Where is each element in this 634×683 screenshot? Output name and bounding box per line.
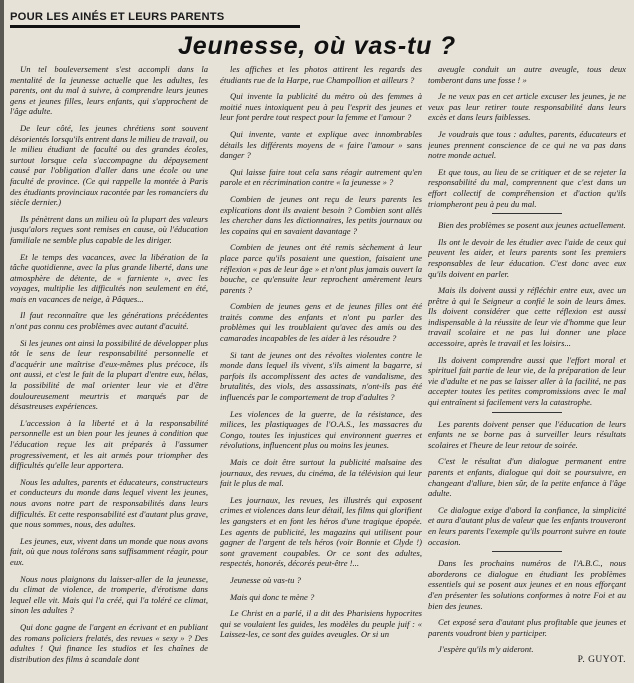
paragraph: Ils pénètrent dans un milieu où la plupart des valeurs jusqu'alors reçues sont remises en cause, où l'éducation familiale ne semble plus capable de les diriger. (10, 213, 208, 245)
paragraph: Et que tous, au lieu de se critiquer et de se rejeter la responsabilité du mal, comprennent que c'est dans un effort collectif de compréhension et d'action qu'ils triompheront peu à peu du mal. (428, 166, 626, 209)
paragraph: Les jeunes, eux, vivent dans un monde que nous avons fait, où que nous tolérons sans suffisamment réagir, pour eux. (10, 535, 208, 567)
paragraph: aveugle conduit un autre aveugle, tous deux tomberont dans une fosse ! » (428, 64, 626, 85)
paragraph: Ils ont le devoir de les étudier avec l'aide de ceux qui peuvent les aider, et leurs parents sont les premiers responsables de leur éducation. C'est donc avec eux qu'ils doivent en parler. (428, 236, 626, 279)
paragraph: Combien de jeunes ont reçu de leurs parents les explications dont ils avaient besoin ? Combien sont allés les chercher dans les dictionnaires, les petits journaux ou les copains qui en savaient davantage ? (220, 193, 422, 236)
paragraph: Mais ils doivent aussi y réfléchir entre eux, avec un prêtre à qui le Seigneur a confié le soin de leurs âmes. Ils doivent considérer que cette réflexion est aussi indispensable à la réussite de leur vie d'homme que leur travail scolaire et ne pas lui donner une place accessoire, après le travail et les loisirs... (428, 285, 626, 349)
section-header-label: POUR LES AINÉS ET LEURS PARENTS (10, 11, 225, 23)
paragraph: J'espère qu'ils m'y aideront. (438, 644, 534, 655)
paragraph: Le Christ en a parlé, il a dit des Pharisiens hypocrites qui se voulaient les guides, les modèles du peuple juif : « Laissez-les, ce sont des guides aveugles. Or si un (220, 608, 422, 640)
paragraph: Ils doivent comprendre aussi que l'effort moral et spirituel fait partie de leur vie, de la préparation de leur vie d'adulte et ne pas se laisser aller à la facilité, ne pas accepter toutes les petites compromissions avec le mal qui entraînent si facilement vers la catastrophe. (428, 354, 626, 408)
paragraph: Qui donc gagne de l'argent en écrivant et en publiant des romans policiers frelatés, des revues « sexy » ? Des adultes ! Qui finance les studios et les chaînes de distribution des films à scandale dont (10, 621, 208, 664)
paragraph: L'accession à la liberté et à la responsabilité personnelle est un bien pour les jeunes à condition que l'éducation reçue les ait préparés à l'assumer progressivement, et les ait armés pour triompher des difficultés qu'elle leur apportera. (10, 417, 208, 471)
paragraph: Si tant de jeunes ont des révoltes violentes contre le monde dans lequel ils vivent, s'ils aiment la bagarre, si parfois ils accomplissent des actes de vandalisme, des brutalités, des viols, des assassinats, n'ont-ils pas été influencés par le comportement de trop d'adultes ? (220, 349, 422, 403)
section-divider (492, 213, 562, 214)
paragraph: les affiches et les photos attirent les regards des étudiants rue de la Harpe, rue Champollion et ailleurs ? (220, 64, 422, 85)
paragraph: Mais qui donc te mène ? (230, 591, 315, 602)
paragraph: Combien de jeunes ont été remis sèchement à leur place parce qu'ils posaient une question, faisaient une réflexion « pas de leur âge » et n'ont plus jamais ouvert la bouche, ce qu'ensuite leur reprochent amèrement leurs parents ? (220, 242, 422, 295)
paragraph: Nous les adultes, parents et éducateurs, constructeurs et conducteurs du monde dans lequel vivent les jeunes, nous avons notre part de responsabilités dans leurs difficultés. Et cette responsabilité est d'autant plus grave, que nous sommes, nous, des adultes. (10, 476, 208, 530)
page-spine-shadow (0, 0, 4, 683)
paragraph: C'est le résultat d'un dialogue permanent entre parents et enfants, dialogue qui doit se poursuivre, en changeant d'allure, bien sûr, de la petite enfance à l'âge adulte. (428, 456, 626, 499)
paragraph: Combien de jeunes gens et de jeunes filles ont été traités comme des enfants et n'ont pu parler des problèmes qui les troublaient qu'avec des amis ou des camarades incapables de les aider à les résoudre ? (220, 301, 422, 344)
paragraph: Si les jeunes ont ainsi la possibilité de développer plus tôt le sens de leur responsabilité personnelle et d'acquérir une maîtrise d'eux-mêmes plus précoce, ils ont aussi, et c'est le fait de la plupart d'entre eux, hélas, la possibilité de mal orienter leur vie et d'être douloureusement meurtris et marqués par de désastreuses expériences. (10, 337, 208, 412)
author-signature: P. GUYOT. (577, 654, 626, 665)
article-column-3 (428, 64, 626, 674)
paragraph: Nous nous plaignons du laisser-aller de la jeunesse, du climat de violence, de tromperie, d'érotisme dans lequel elle vit. Mais qui l'a créé, qui l'a toléré ce climat, sinon les adultes ? (10, 573, 208, 616)
paragraph: Ce dialogue exige d'abord la confiance, la simplicité et aura d'autant plus de valeur que les enfants trouveront en leurs parents l'exemple qu'ils pourront suivre en toute occasion. (428, 504, 626, 547)
paragraph: Il faut reconnaître que les générations précédentes n'ont pas connu ces problèmes avec autant d'acuité. (10, 310, 208, 332)
paragraph: Les parents doivent penser que l'éducation de leurs enfants ne se borne pas à surveiller leurs résultats scolaires et l'heure de leur retour de soirée. (428, 418, 626, 450)
paragraph: Qui laisse faire tout cela sans réagir autrement qu'en parole et en récrimination contre « la jeunesse » ? (220, 166, 422, 188)
article-column-2 (220, 64, 422, 674)
column-3-block-1 (428, 64, 626, 209)
paragraph: Bien des problèmes se posent aux jeunes actuellement. (438, 220, 626, 231)
column-3-block-4 (428, 558, 626, 655)
paragraph: Qui invente, vante et explique avec innombrables détails les différents moyens de « faire l'amour » sans danger ? (220, 128, 422, 161)
paragraph: Je ne veux pas en cet article excuser les jeunes, je ne veux pas leur retirer toute responsabilité dans leurs excès et dans leurs faiblesses. (428, 91, 626, 123)
section-divider (492, 412, 562, 413)
paragraph: Mais ce doit être surtout la publicité malsaine des journaux, des revues, du cinéma, de la télévision qui leur fait le plus de mal. (220, 457, 422, 489)
article-column-1 (10, 64, 208, 674)
section-divider (492, 551, 562, 552)
paragraph: Jeunesse où vas-tu ? (230, 574, 301, 585)
paragraph: Je voudrais que tous : adultes, parents, éducateurs et jeunes prennent conscience de ce qui ne va pas dans notre monde actuel. (428, 128, 626, 161)
paragraph: Cet exposé sera d'autant plus profitable que jeunes et parents voudront bien y participer. (428, 617, 626, 638)
paragraph: Les violences de la guerre, de la résistance, des milices, les plastiquages de l'O.A.S., les massacres du Congo, toutes les injustices qui environnent guerres et révolutions, influencent plus ou moins les jeunes. (220, 408, 422, 451)
paragraph: Qui invente la publicité du métro où des femmes à moitié nues intoxiquent peu à peu l'esprit des jeunes et leur font perdre tout respect pour la femme et l'amour ? (220, 91, 422, 123)
section-header (10, 11, 300, 28)
paragraph: Les journaux, les revues, les illustrés qui exposent crimes et violences dans leur détail, les films qui glorifient les gangsters et en font les héros d'une tragique épopée. Les agents de publicité, les magazins qui utilisent pour gagner de l'argent de tels héros (voir Bonnie et Clyde !) sont gravement coupables. Or ce sont des adultes, respectés, honorés, décorés peut-être !... (220, 494, 422, 569)
column-3-block-3 (428, 419, 626, 548)
article-title: Jeunesse, où vas-tu ? (178, 32, 456, 60)
paragraph: Et le temps des vacances, avec la libération de la tâche quotidienne, avec la plus grande liberté, dans une atmosphère de détente, de « farniente », avec les voyages, multiplie les difficultés non seulement en été, mais en vacances de neige, à Pâques... (10, 251, 208, 304)
column-3-block-2 (428, 220, 626, 408)
paragraph: Un tel bouleversement s'est accompli dans la mentalité de la jeunesse actuelle que les adultes, les parents, ont du mal à suivre, à comprendre leurs jeunes gens et jeunes filles, leurs enfants, qui s'approchent de l'âge adulte. (10, 64, 208, 117)
paragraph: Dans les prochains numéros de l'A.B.C., nous aborderons ce dialogue en étudiant les problèmes essentiels qui se posent aux jeunes et en nous efforçant d'en présenter les solutions conformes à notre Foi et au bien des jeunes. (428, 558, 626, 611)
paragraph: De leur côté, les jeunes chrétiens sont souvent désorientés lorsqu'ils entrent dans le milieu de travail, ou le milieu étudiant de faculté ou des grandes écoles, surtout lorsque cela s'accompagne du dépaysement causé par l'obligation d'aller dans une école ou une faculté de province. (Ce qui rappelle la montée à Paris des étudiants provinciaux racontée par les romanciers du siècle dernier.) (10, 122, 208, 208)
